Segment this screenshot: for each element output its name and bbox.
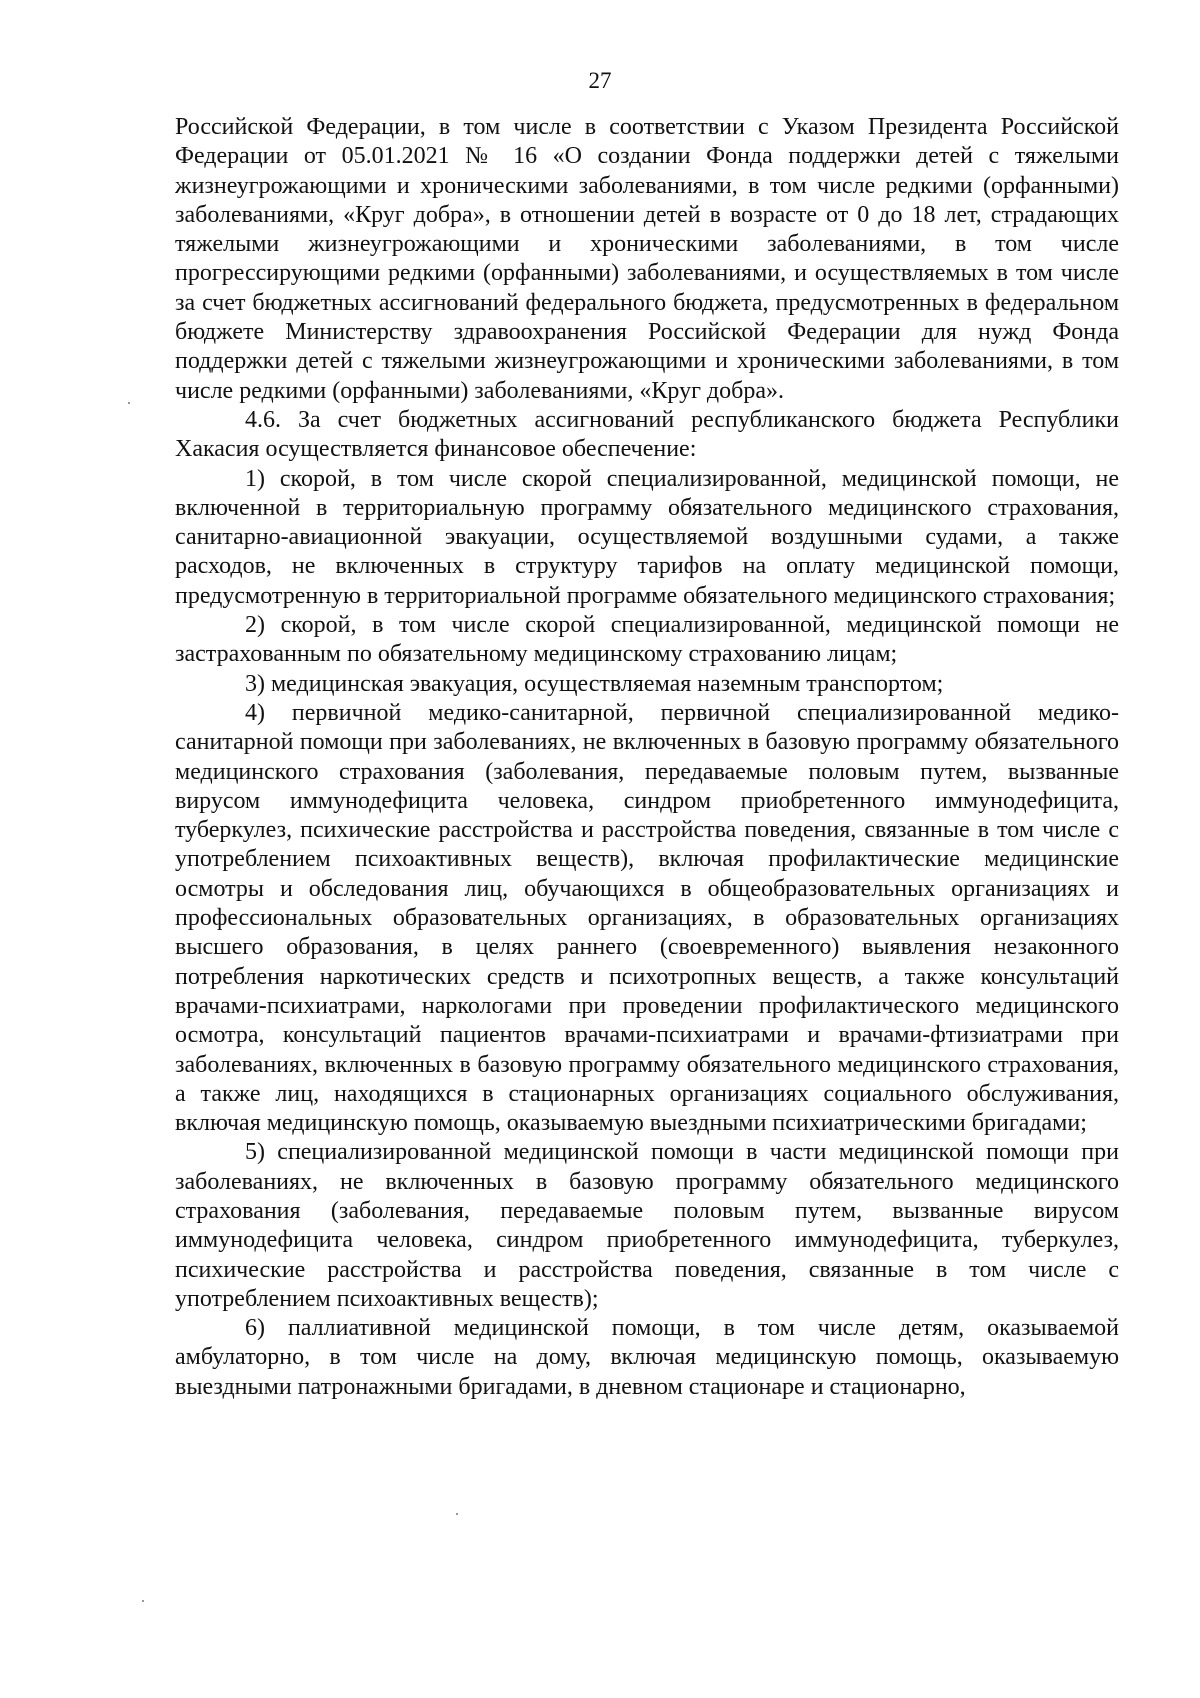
paragraph-item-5: 5) специализированной медицинской помощи в части медицинской помощи при заболеваниях, не включенных в базовую программу обязательного медицинского страхования (заболевания, передаваемые половым путем, вызванные вирусом иммунодефицита человека, синдром приобретенного иммунодефицита, туберкулез, психические расстройства и расстройства поведения, связанные в том числе с употреблением психоактивных веществ); [175, 1139, 1119, 1312]
scan-speck [456, 1513, 458, 1515]
paragraph-item-2: 2) скорой, в том числе скорой специализированной, медицинской помощи не застрахованным по обязательному медицинскому страхованию лицам; [175, 612, 1119, 668]
paragraph-item-3: 3) медицинская эвакуация, осуществляемая наземным транспортом; [245, 670, 944, 697]
page-number: 27 [588, 68, 612, 93]
paragraph-item-4: 4) первичной медико-санитарной, первичной специализированной медико-санитарной помощи при заболеваниях, не включенных в базовую программу обязательного медицинского страхования (заболевания, передаваемые половым путем, вызванные вирусом иммунодефицита человека, синдром приобретенного иммунодефицита, туберкулез, психические расстройства и расстройства поведения, связанные в том числе с употреблением психоактивных веществ), включая профилактические медицинские осмотры и обследования лиц, обучающихся в общеобразовательных организациях и профессиональных образовательных организациях, в образовательных организациях высшего образования, в целях раннего (своевременного) выявления незаконного потребления наркотических средств и психотропных веществ, а также консультаций врачами-психиатрами, наркологами при проведении профилактического медицинского осмотра, консультаций пациентов врачами-психиатрами и врачами-фтизиатрами при заболеваниях, включенных в базовую программу обязательного медицинского страхования, а также лиц, находящихся в стационарных организациях социального обслуживания, включая медицинскую помощь, оказываемую выездными психиатрическими бригадами; [175, 699, 1119, 1137]
document-body [175, 113, 1119, 1402]
paragraph-item-1: 1) скорой, в том числе скорой специализированной, медицинской помощи, не включенной в территориальную программу обязательного медицинского страхования, санитарно-авиационной эвакуации, осуществляемой воздушными судами, а также расходов, не включенных в структуру тарифов на оплату медицинской помощи, предусмотренную в территориальной программе обязательного медицинского страхования; [175, 465, 1119, 609]
paragraph-item-6: 6) паллиативной медицинской помощи, в том числе детям, оказываемой амбулаторно, в том числе на дому, включая медицинскую помощь, оказываемую выездными патронажными бригадами, в дневном стационаре и стационарно, [175, 1315, 1119, 1400]
paragraph-continuation: Российской Федерации, в том числе в соответствии с Указом Президента Российской Федерации от 05.01.2021 № 16 «О создании Фонда поддержки детей с тяжелыми жизнеугрожающими и хроническими заболеваниями, в том числе редкими (орфанными) заболеваниями, «Круг добра», в отношении детей в возрасте от 0 до 18 лет, страдающих тяжелыми жизнеугрожающими и хроническими заболеваниями, в том числе прогрессирующими редкими (орфанными) заболеваниями, и осуществляемых в том числе за счет бюджетных ассигнований федерального бюджета, предусмотренных в федеральном бюджете Министерству здравоохранения Российской Федерации для нужд Фонда поддержки детей с тяжелыми жизнеугрожающими и хроническими заболеваниями, в том числе редкими (орфанными) заболеваниями, «Круг добра». [175, 114, 1119, 404]
paragraph-section-4-6: 4.6. За счет бюджетных ассигнований республиканского бюджета Республики Хакасия осуществляется финансовое обеспечение: [175, 406, 1119, 463]
scan-speck [128, 402, 130, 404]
scan-speck [142, 1600, 144, 1602]
